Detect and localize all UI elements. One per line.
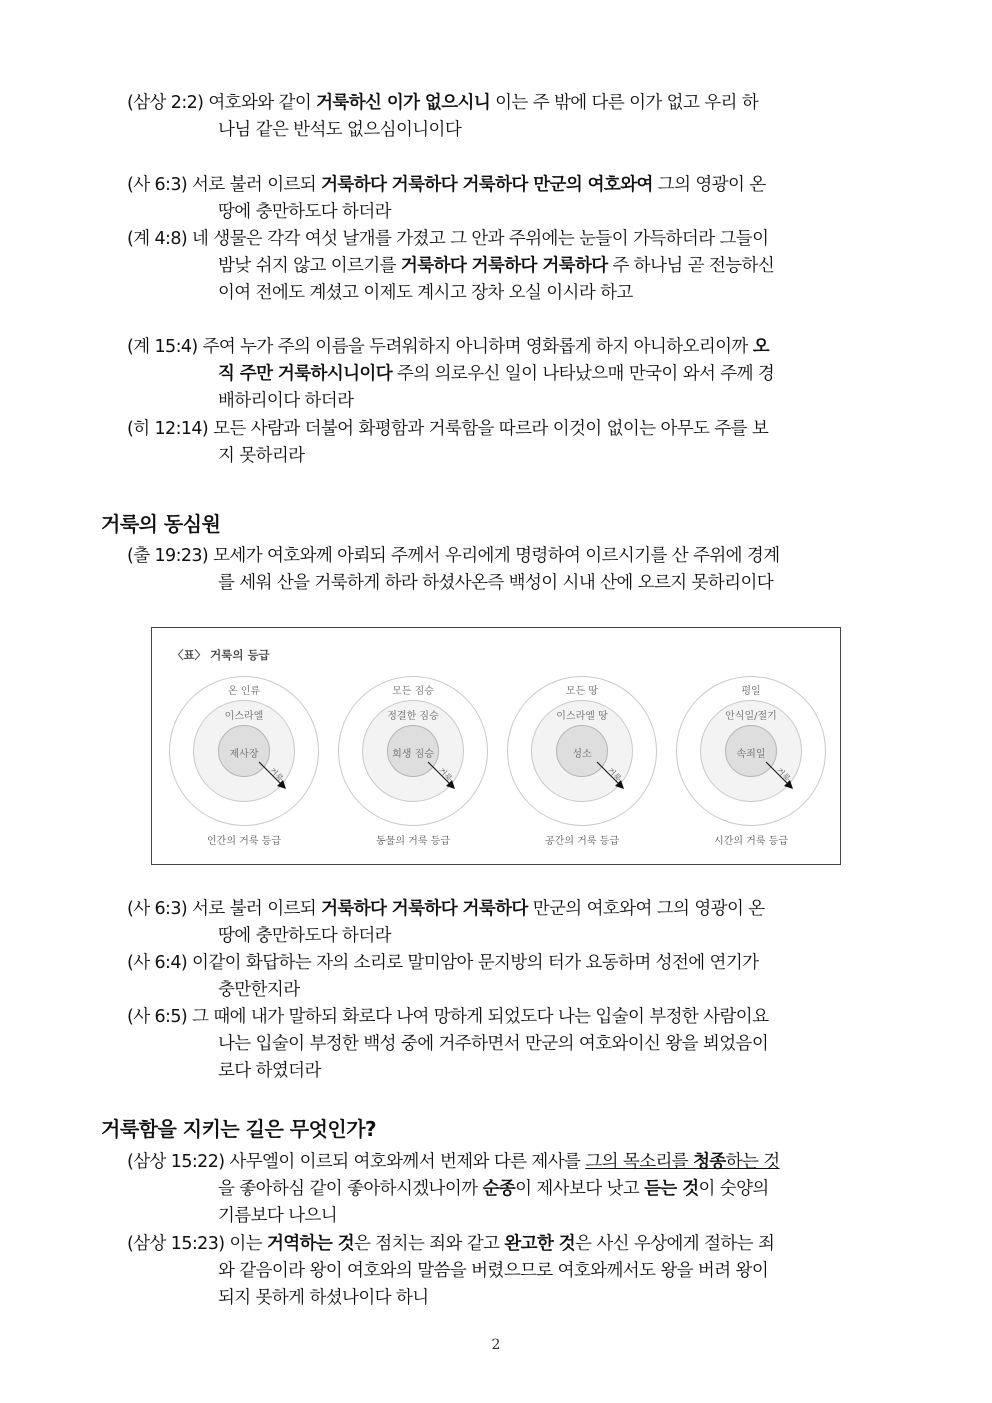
emphasis-text: 거룩하다 거룩하다 거룩하다 [321, 899, 528, 919]
verse-text: 배하리이다 하더라 [218, 391, 354, 411]
verse-line [127, 923, 857, 950]
middle-label: 이스라엘 땅 [556, 711, 608, 722]
middle-label: 안식일/절기 [725, 711, 777, 722]
emphasis-text: 청종 [693, 1152, 726, 1172]
diagram-space [507, 676, 657, 828]
verse-text: 그의 목소리를 [585, 1152, 694, 1172]
arrow-label: 거룩 [436, 766, 454, 784]
verse-text: 이여 전에도 계셨고 이제도 계시고 장차 오실 이시라 하고 [218, 283, 633, 303]
outer-label: 온 인류 [227, 686, 261, 697]
diagram-time [676, 676, 826, 828]
holiness-arrow-icon [257, 760, 289, 792]
verse-text: 나는 입술이 부정한 백성 중에 거주하면서 만군의 여호와이신 왕을 뵈었음이 [218, 1034, 769, 1054]
emphasis-text: 순종 [482, 1179, 516, 1199]
verse-text: (사 6:5) 그 때에 내가 말하되 화로다 나여 망하게 되었도다 나는 입술이 부정한 사람이요 [127, 1007, 769, 1027]
verse-line [127, 950, 857, 977]
outer-label: 모든 짐승 [392, 686, 434, 697]
diagram-caption: 시간의 거룩 등급 [714, 836, 788, 847]
holiness-arrow-icon [595, 760, 627, 792]
verse-line [127, 280, 857, 307]
verse-line [127, 361, 857, 388]
verse-line [127, 1058, 857, 1085]
verse-isaiah-6-3-repeat [127, 896, 857, 950]
verse-line [127, 1176, 857, 1203]
holiness-grade-figure [151, 627, 841, 865]
arrow-label: 거룩 [774, 766, 792, 784]
verse-text: 주의 의로우신 일이 나타났으매 만국이 와서 주께 경 [392, 364, 775, 384]
verse-text: 은 점치는 죄와 같고 [354, 1234, 505, 1254]
arrow-label: 거룩 [267, 766, 285, 784]
verse-line [127, 334, 857, 361]
verse-exodus-19-23 [127, 543, 857, 597]
verse-text: 이 제사보다 낫고 [515, 1179, 645, 1199]
verse-text: 땅에 충만하도다 하더라 [218, 926, 391, 946]
verse-text: 나님 같은 반석도 없으심이니이다 [218, 120, 462, 140]
figure-title: 〈표〉 거룩의 등급 [172, 648, 270, 662]
emphasis-text: 오 [752, 337, 770, 357]
inner-label: 희생 짐승 [392, 749, 434, 760]
verse-line [127, 1258, 857, 1285]
section-heading-concentric: 거룩의 동심원 [101, 512, 221, 536]
verse-line [127, 416, 857, 443]
middle-label: 정결한 짐승 [387, 711, 439, 722]
verse-isaiah-6-4 [127, 950, 857, 1004]
verse-isaiah-6-5 [127, 1004, 857, 1085]
verse-line [127, 388, 857, 415]
verse-line [127, 226, 857, 253]
page-number: 2 [491, 1337, 501, 1353]
verse-text: (사 6:3) 서로 불러 이르되 [127, 175, 322, 195]
verse-line [127, 896, 857, 923]
verse-text: 은 사신 우상에게 절하는 죄 [575, 1234, 775, 1254]
verse-line [127, 543, 857, 570]
outer-label: 평일 [741, 686, 761, 697]
verse-text: 을 좋아하심 같이 좋아하시겠나이까 [218, 1179, 483, 1199]
verse-text: 를 세워 산을 거룩하게 하라 하셨사온즉 백성이 시내 산에 오르지 못하리이다 [218, 573, 774, 593]
inner-label: 제사장 [229, 749, 259, 760]
inner-label: 성소 [572, 749, 592, 760]
verse-text: (삼상 2:2) 여호와와 같이 [127, 93, 317, 113]
verse-text: (삼상 15:22) 사무엘이 이르되 여호와께서 번제와 다른 제사를 [127, 1152, 586, 1172]
verse-text: 하는 것 [725, 1152, 780, 1172]
verse-line [127, 1231, 857, 1258]
verse-text: 충만한지라 [218, 980, 300, 1000]
verse-1samuel-15-23 [127, 1231, 857, 1312]
emphasis-text: 거룩하다 거룩하다 거룩하다 [400, 256, 608, 276]
verse-hebrews-12-14 [127, 416, 857, 470]
emphasis-text: 완고한 것 [504, 1234, 576, 1254]
verse-text: 주 하나님 곧 전능하신 [607, 256, 775, 276]
outer-label: 모든 땅 [565, 686, 599, 697]
emphasis-text: 거룩하신 이가 없으시니 [316, 93, 491, 113]
verse-text: 되지 못하게 하셨나이다 하니 [218, 1288, 429, 1308]
verse-text: (사 6:3) 서로 불러 이르되 [127, 899, 322, 919]
section-heading-keeping-holiness: 거룩함을 지키는 길은 무엇인가? [101, 1117, 377, 1141]
holiness-arrow-icon [426, 760, 458, 792]
emphasis-text: 듣는 것 [644, 1179, 699, 1199]
verse-text: 지 못하리라 [218, 446, 305, 466]
verse-1samuel-15-22 [127, 1149, 857, 1230]
verse-line [127, 443, 857, 470]
verse-line [127, 1203, 857, 1230]
verse-line [127, 172, 857, 199]
verse-text: 이는 주 밖에 다른 이가 없고 우리 하 [490, 93, 759, 113]
emphasis-text: 직 주만 거룩하시니이다 [218, 364, 393, 384]
verse-line [127, 253, 857, 280]
diagram-caption: 공간의 거룩 등급 [545, 836, 619, 847]
verse-text: 땅에 충만하도다 하더라 [218, 202, 391, 222]
verse-text: 그의 영광이 온 [652, 175, 766, 195]
verse-line [127, 117, 857, 144]
verse-revelation-15-4 [127, 334, 857, 415]
verse-text: (출 19:23) 모세가 여호와께 아뢰되 주께서 우리에게 명령하여 이르시기를 산 주위에 경계 [127, 546, 780, 566]
verse-text: 밤낮 쉬지 않고 이르기를 [218, 256, 401, 276]
verse-line [127, 977, 857, 1004]
verse-line [127, 90, 857, 117]
verse-line [127, 1004, 857, 1031]
verse-line [127, 1149, 857, 1176]
emphasis-text: 거역하는 것 [267, 1234, 355, 1254]
verse-line [127, 199, 857, 226]
middle-label: 이스라엘 [224, 711, 264, 722]
verse-line [127, 570, 857, 597]
diagram-caption: 인간의 거룩 등급 [207, 836, 281, 847]
verse-text: (히 12:14) 모든 사람과 더불어 화평함과 거룩함을 따르라 이것이 없이는 아무도 주를 보 [127, 419, 769, 439]
verse-text: (삼상 15:23) 이는 [127, 1234, 267, 1254]
verse-line [127, 1285, 857, 1312]
diagram-caption: 동물의 거룩 등급 [376, 836, 450, 847]
verse-text: (계 4:8) 네 생물은 각각 여섯 날개를 가졌고 그 안과 주위에는 눈들이 가득하더라 그들이 [127, 229, 769, 249]
verse-revelation-4-8 [127, 226, 857, 307]
verse-1samuel-2-2 [127, 90, 857, 144]
verse-text: 만군의 여호와여 그의 영광이 온 [527, 899, 765, 919]
verse-text: (사 6:4) 이같이 화답하는 자의 소리로 말미암아 문지방의 터가 요동하며 성전에 연기가 [127, 953, 759, 973]
arrow-label: 거룩 [605, 766, 623, 784]
verse-text: 기름보다 나으니 [218, 1206, 338, 1226]
verse-text: 와 같음이라 왕이 여호와의 말씀을 버렸으므로 여호와께서도 왕을 버려 왕이 [218, 1261, 769, 1281]
diagram-human [169, 676, 319, 828]
diagram-animal [338, 676, 488, 828]
verse-isaiah-6-3 [127, 172, 857, 226]
holiness-arrow-icon [764, 760, 796, 792]
verse-text: 이 숫양의 [698, 1179, 769, 1199]
verse-text: 로다 하였더라 [218, 1061, 321, 1081]
verse-line [127, 1031, 857, 1058]
inner-label: 속죄일 [736, 749, 766, 760]
verse-text: (계 15:4) 주여 누가 주의 이름을 두려워하지 아니하며 영화롭게 하지 아니하오리이까 [127, 337, 753, 357]
emphasis-text: 거룩하다 거룩하다 거룩하다 만군의 여호와여 [321, 175, 653, 195]
